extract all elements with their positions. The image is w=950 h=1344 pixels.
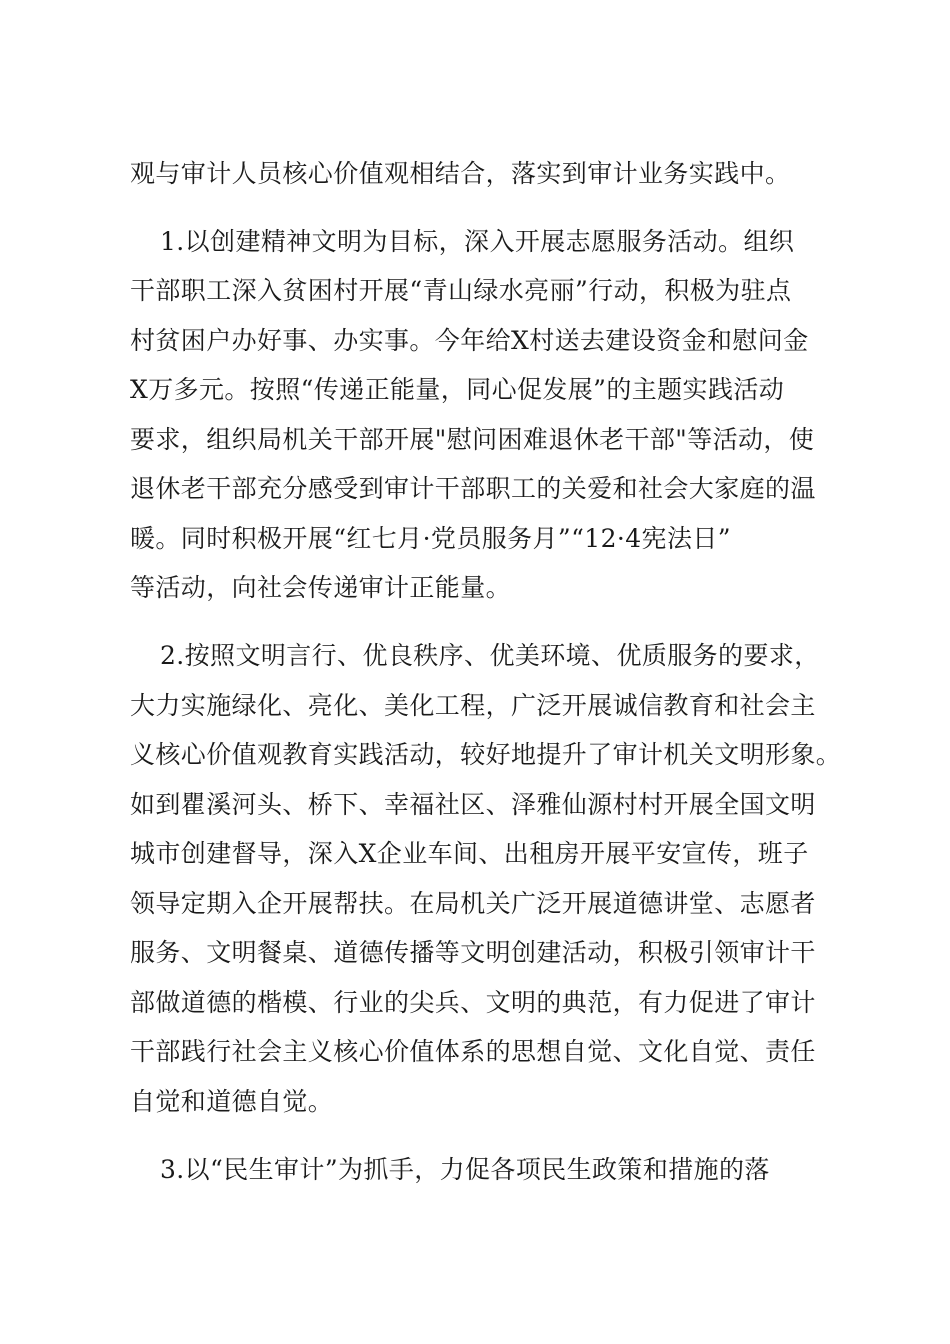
paragraph-2-heading-line: 2.按照文明言行、优良秩序、优美环境、优质服务的要求， (160, 641, 820, 670)
text-line: 大力实施绿化、亮化、美化工程，广泛开展诚信教育和社会主 (130, 691, 816, 720)
text-line: 服务、文明餐桌、道德传播等文明创建活动，积极引领审计干 (130, 938, 816, 967)
text-line: 退休老干部充分感受到审计干部职工的关爱和社会大家庭的温 (130, 474, 816, 503)
text-line: 城市创建督导，深入X企业车间、出租房开展平安宣传，班子 (130, 839, 809, 868)
text-line: 自觉和道德自觉。 (130, 1087, 334, 1116)
text-line: 要求，组织局机关干部开展"慰问困难退休老干部"等活动，使 (130, 425, 815, 454)
text-line: X万多元。按照“传递正能量，同心促发展”的主题实践活动 (130, 375, 785, 404)
text-line: 领导定期入企开展帮扶。在局机关广泛开展道德讲堂、志愿者 (130, 889, 816, 918)
text-line: 干部践行社会主义核心价值体系的思想自觉、文化自觉、责任 (130, 1037, 816, 1066)
text-line: 村贫困户办好事、办实事。今年给X村送去建设资金和慰问金 (130, 326, 809, 355)
text-line: 义核心价值观教育实践活动，较好地提升了审计机关文明形象。 (130, 740, 842, 769)
paragraph-1-heading-line: 1.以创建精神文明为目标，深入开展志愿服务活动。组织 (160, 227, 795, 256)
text-line: 部做道德的楷模、行业的尖兵、文明的典范，有力促进了审计 (130, 988, 816, 1017)
paragraph-3-heading-line: 3.以“民生审计”为抓手，力促各项民生政策和措施的落 (160, 1155, 770, 1184)
text-line: 如到瞿溪河头、桥下、幸福社区、泽雅仙源村村开展全国文明 (130, 790, 816, 819)
text-line: 干部职工深入贫困村开展“青山绿水亮丽”行动，积极为驻点 (130, 276, 792, 305)
text-line: 等活动，向社会传递审计正能量。 (130, 573, 512, 602)
text-line: 观与审计人员核心价值观相结合，落实到审计业务实践中。 (130, 159, 791, 188)
text-line: 暖。同时积极开展“红七月·党员服务月”“12·4宪法日” (130, 524, 731, 553)
